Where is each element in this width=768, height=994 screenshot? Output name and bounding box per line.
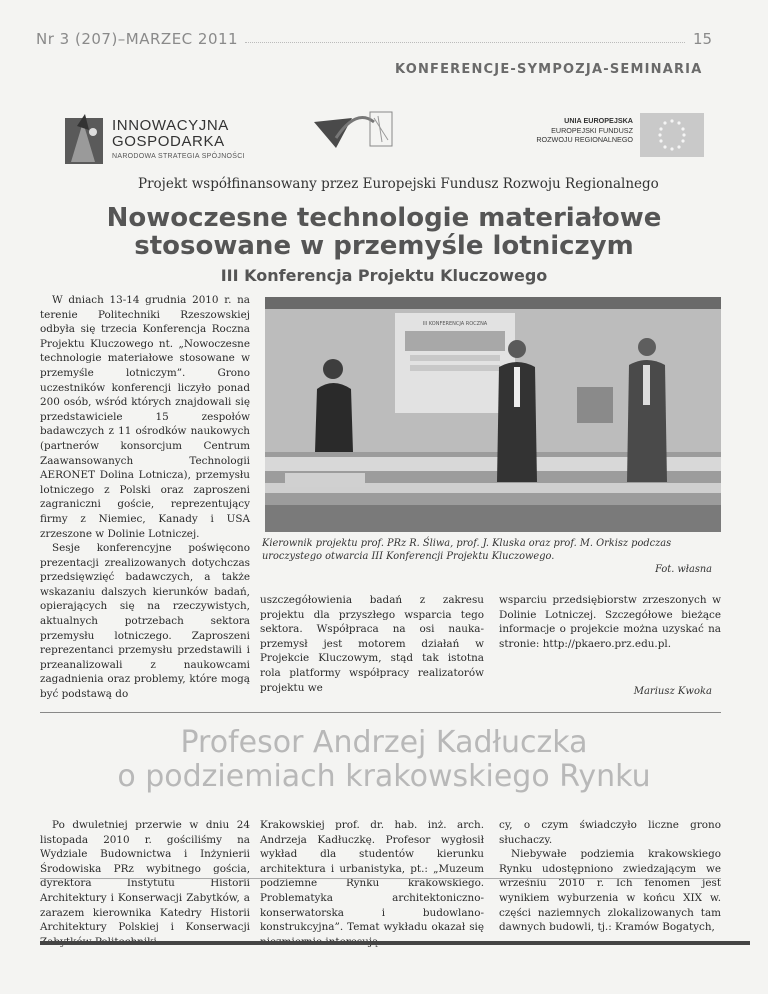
article-divider <box>40 712 721 713</box>
page-number: 15 <box>693 30 713 48</box>
article1-author: Mariusz Kwoka <box>633 686 712 697</box>
article1-paragraph: wsparciu przedsiębiorstw zrzeszonych w Dolinie Lotniczej. Szczegółowe bieżące informacje o projekcie można uzyskać na stronie: http://pkaero.prz.edu.pl. <box>499 594 721 650</box>
article1-column2 <box>260 593 484 695</box>
article1-column3 <box>499 593 721 651</box>
article2-column3 <box>499 818 721 935</box>
article2-paragraph: Krakowskiej prof. dr. hab. inż. arch. Andrzeja Kadłuczkę. Profesor wygłosił wykład dla studentów kierunku architektura i urbanistyka, pt.: „Muzeum podziemne Rynku krakowskiego. Problematyka architektoniczno-konserwatorska i budowlano-konstrukcyjna”. Temat wykładu okazał się <box>260 819 484 934</box>
eu-line2: EUROPEJSKI FUNDUSZ <box>551 125 633 135</box>
article2-column2 <box>260 818 484 949</box>
article2-paragraph: cy, o czym świadczyło liczne grono słuchaczy. <box>499 819 721 846</box>
ig-logo-title-line2: GOSPODARKA <box>112 133 225 150</box>
article1-paragraph: W dniach 13-14 grudnia 2010 r. na terenie Politechniki Rzeszowskiej odbyła się trzecia Konferencja Roczna Projektu Kluczowego nt. „Nowoczesne technologie materiałowe stosowane w przemyśle lotniczym”. Grono uczestników konferencji liczyło ponad 200 osób, wśród których znajdowali się przedstawiciele 15 zespołów badawczych z 11 ośrodków naukowych (partnerów konsorcjum Centrum Zaawansowanych Technologii AERONET Dolina Lotnicza), przemysłu lotniczego z Polski oraz zaproszeni zagraniczni goście, reprezentujący firmy z Niemiec, Kanady i USA zrzeszone w Dolinie Lotniczej. <box>40 294 250 540</box>
eu-logo-text <box>485 116 633 145</box>
article2-column1 <box>40 818 250 949</box>
article1-title-line1: Nowoczesne technologie materiałowe <box>106 203 662 233</box>
ig-logo-subtitle: NARODOWA STRATEGIA SPÓJNOŚCI <box>112 153 245 160</box>
article2-paragraph: Po dwuletniej przerwie w dniu 24 listopada 2010 r. gościliśmy na Wydziale Budownictwa i Inżynierii Środowiska PRz wybitnego gościa, dyrektora Instytutu Historii Architektury i Konserwacji Zabytków, a zarazem kierownika Katedry Historii Architektury Polskiej i Konserwacji <box>40 819 250 934</box>
issue-header: Nr 3 (207)–MARZEC 2011 <box>36 30 239 48</box>
article2-title-line2: o podziemiach krakowskiego Rynku <box>117 759 651 794</box>
header-divider <box>245 42 685 43</box>
innowacyjna-gospodarka-logo <box>63 112 105 166</box>
eu-flag-icon <box>640 113 704 157</box>
article1-paragraph: Sesje konferencyjne poświęcono prezentacji zrealizowanych dotychczas przedsięwzięć badawczych, a także wskazaniu dalszych kierunków badań, opierających się na rzeczywistych, aktualnych potrzebach sektora przemysłu lotniczego. Zaproszeni reprezentanci przemysłu przedstawili i przeanalizowali z naukowcami zagadnienia oraz problemy, które mogą być podstawą do <box>40 542 250 701</box>
ig-logo-title <box>112 118 229 150</box>
eu-line3: ROZWOJU REGIONALNEGO <box>536 135 633 145</box>
article2-paragraph: Niebywałe podziemia krakowskiego Rynku udostępniono zwiedzającym we wrześniu 2010 r. Ich fenomen jest wynikiem wyburzenia w końcu XIX w. części naziemnych zlokalizowanych tam dawnych budowli, tj.: Kramów Bogatych, <box>499 848 721 934</box>
photo-caption: Kierownik projektu prof. PRz R. Śliwa, prof. J. Kluska oraz prof. M. Orkisz podczas uroczystego otwarcia III Konferencji Projektu Kluczowego. <box>262 538 672 562</box>
ig-logo-title-line1: INNOWACYJNA <box>112 117 229 134</box>
cofunding-line: Projekt współfinansowany przez Europejski Fundusz Rozwoju Regionalnego <box>138 176 659 192</box>
article1-subtitle: III Konferencja Projektu Kluczowego <box>220 266 548 285</box>
scan-edge-bar <box>40 941 750 945</box>
article1-column1 <box>40 293 250 702</box>
article1-paragraph: uszczegółowienia badań z zakresu projektu dla przyszłego wsparcia tego sektora. Współpraca na osi nauka-przemysł jest motorem działań w Projekcie Kluczowym, stąd tak istotna rola platformy współpracy realizatorów projektu we <box>260 594 484 694</box>
article1-title-line2: stosowane w przemyśle lotniczym <box>134 231 634 261</box>
article2-title-line1: Profesor Andrzej Kadłuczka <box>180 725 588 760</box>
bottom-divider <box>40 878 721 879</box>
eu-line1: UNIA EUROPEJSKA <box>564 116 633 125</box>
photo-credit: Fot. własna <box>655 564 712 575</box>
poster-label: III KONFERENCJA ROCZNA <box>422 321 488 327</box>
aeronet-eagle-logo <box>312 108 396 152</box>
conference-photo <box>265 297 721 532</box>
section-banner: KONFERENCJE-SYMPOZJA-SEMINARIA <box>395 62 703 77</box>
